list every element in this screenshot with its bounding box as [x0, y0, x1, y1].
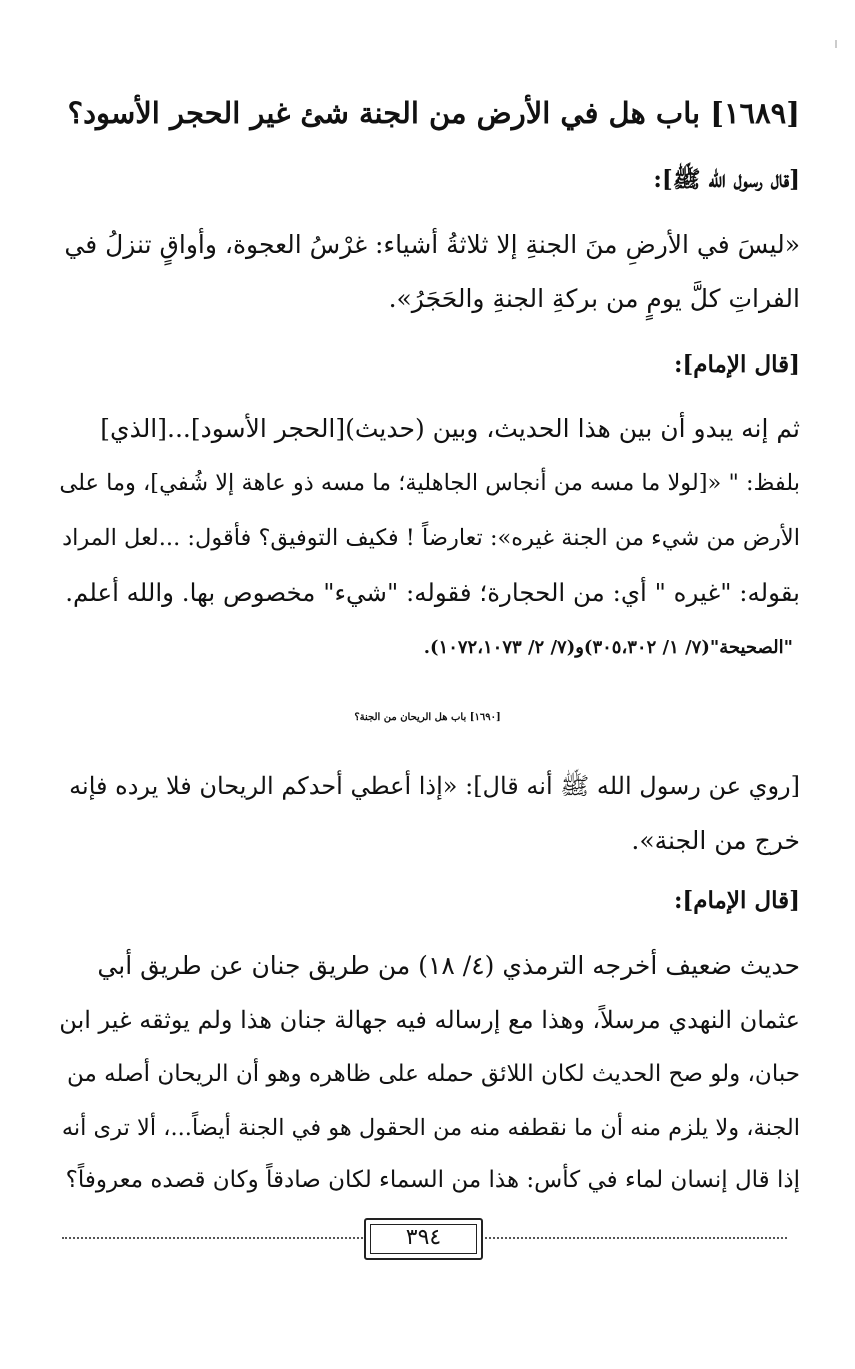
commentary2-line-3: حبان، ولو صح الحديث لكان اللائق حمله على ظاهره وهو أن الريحان أصله من — [67, 1061, 800, 1087]
reference-citation: "الصحيحة"(٧/ ١/ ٣٠٥،٣٠٢)و(٧/ ٢/ ١٠٧٢،١٠٧٣). — [423, 637, 793, 658]
commentary-line-3: الأرض من شيء من الجنة غيره»: تعارضاً ! فكيف التوفيق؟ فأقول: ...لعل المراد — [62, 525, 800, 551]
commentary2-line-5: إذا قال إنسان لماء في كأس: هذا من السماء لكان صادقاً وكان قصده معروفاً؟ — [65, 1167, 800, 1193]
commentary-line-1: ثم إنه يبدو أن بين هذا الحديث، وبين (حديث)[الحجر الأسود]...[الذي] — [100, 414, 800, 443]
page-number: ٣٩٤ — [405, 1225, 442, 1250]
imam-said-label-1: [قال الإمام]: — [673, 351, 800, 378]
page-number-frame — [364, 1218, 483, 1260]
commentary-line-4: بقوله: "غيره " أي: من الحجارة؛ فقوله: "شيء" مخصوص بها. والله أعلم. — [65, 578, 800, 607]
hadith-line-1: «ليسَ في الأرضِ منَ الجنةِ إلا ثلاثةُ أشياء: غرْسُ العجوة، وأواقٍ تنزلُ في — [64, 230, 800, 259]
chapter-title-1690: [١٦٩٠] باب هل الريحان من الجنة؟ — [354, 712, 501, 723]
narration-line-1: [روي عن رسول الله ﷺ أنه قال]: «إذا أعطي أحدكم الريحان فلا يرده فإنه — [69, 772, 800, 800]
prophet-said-label: [قال رسول الله ﷺ]: — [653, 166, 800, 193]
commentary2-line-2: عثمان النهدي مرسلاً، وهذا مع إرساله فيه جهالة جنان هذا ولم يوثقه غير ابن — [59, 1006, 800, 1034]
commentary-line-2: بلفظ: " «[لولا ما مسه من أنجاس الجاهلية؛ ما مسه ذو عاهة إلا شُفي]، وما على — [59, 470, 800, 496]
chapter-title-1689: [١٦٨٩] باب هل في الأرض من الجنة شئ غير الحجر الأسود؟ — [67, 96, 800, 130]
narration-line-2: خرج من الجنة». — [631, 826, 800, 855]
page-edge-mark — [835, 40, 837, 48]
imam-said-label-2: [قال الإمام]: — [673, 887, 800, 914]
hadith-line-2: الفراتِ كلَّ يومٍ من بركةِ الجنةِ والحَجَرُ». — [388, 284, 800, 313]
commentary2-line-1: حديث ضعيف أخرجه الترمذي (٤/ ١٨) من طريق جنان عن طريق أبي — [97, 951, 800, 980]
commentary2-line-4: الجنة، ولا يلزم منه أن ما نقطفه منه من الحقول هو في الجنة أيضاً...، ألا ترى أنه — [61, 1115, 800, 1141]
